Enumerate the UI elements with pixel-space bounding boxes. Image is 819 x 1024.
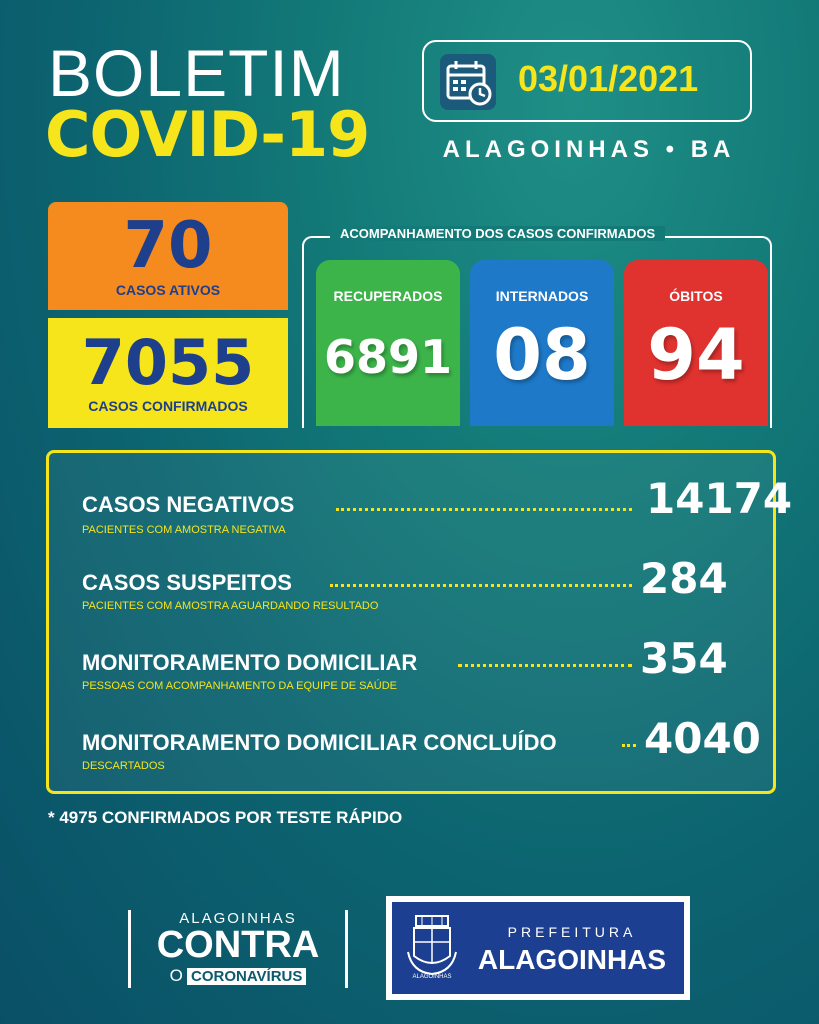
- deaths-card: [624, 260, 768, 426]
- active-cases-value: 70: [123, 209, 213, 283]
- campaign-main-text: CONTRA: [156, 924, 320, 966]
- suspect-cases-value: 284: [640, 554, 728, 603]
- campaign-logo: [128, 910, 348, 988]
- tracking-title: ACOMPANHAMENTO DOS CASOS CONFIRMADOS: [330, 226, 665, 241]
- hospitalized-card: [470, 260, 614, 426]
- dotted-leader: [336, 508, 632, 511]
- home-monitoring-done-title: MONITORAMENTO DOMICILIAR CONCLUÍDO: [82, 730, 557, 755]
- calendar-clock-icon: [440, 54, 496, 110]
- dotted-leader: [458, 664, 632, 667]
- hospitalized-value: 08: [493, 314, 591, 396]
- recovered-value: 6891: [323, 330, 453, 384]
- home-monitoring-subtitle: PESSOAS COM ACOMPANHAMENTO DA EQUIPE DE SAÚDE: [82, 680, 397, 692]
- deaths-label: ÓBITOS: [669, 288, 723, 304]
- negative-cases-title: CASOS NEGATIVOS: [82, 492, 295, 517]
- city-hall-logo: [386, 896, 690, 1000]
- home-monitoring-title: MONITORAMENTO DOMICILIAR: [82, 650, 418, 675]
- deaths-value: 94: [647, 314, 745, 396]
- title-boletim: BOLETIM: [48, 36, 345, 110]
- recovered-label: RECUPERADOS: [333, 288, 443, 304]
- confirmed-cases-label: CASOS CONFIRMADOS: [88, 398, 248, 414]
- suspect-cases-title: CASOS SUSPEITOS: [82, 570, 292, 595]
- confirmed-cases-value: 7055: [81, 326, 255, 399]
- title-covid: COVID-19: [45, 98, 370, 171]
- dotted-leader: [622, 744, 636, 747]
- home-monitoring-done-subtitle: DESCARTADOS: [82, 760, 165, 772]
- campaign-prefix-text: O: [169, 966, 183, 985]
- city-hall-main-text: ALAGOINHAS: [477, 944, 667, 975]
- suspect-cases-subtitle: PACIENTES COM AMOSTRA AGUARDANDO RESULTADO: [82, 600, 379, 612]
- city-hall-top-text: PREFEITURA: [507, 924, 637, 940]
- footnote: * 4975 CONFIRMADOS POR TESTE RÁPIDO: [48, 808, 403, 827]
- negative-cases-subtitle: PACIENTES COM AMOSTRA NEGATIVA: [82, 524, 286, 536]
- confirmed-cases-box: [48, 318, 288, 428]
- negative-cases-value: 14174: [646, 474, 793, 523]
- active-cases-label: CASOS ATIVOS: [115, 282, 221, 298]
- home-monitoring-done-value: 4040: [644, 714, 761, 763]
- home-monitoring-value: 354: [640, 634, 728, 683]
- location: ALAGOINHAS • BA: [442, 136, 736, 163]
- city-seal-icon: [406, 912, 458, 984]
- dotted-leader: [330, 584, 632, 587]
- active-cases-box: [48, 202, 288, 310]
- campaign-top-text: ALAGOINHAS: [179, 910, 297, 927]
- recovered-card: [316, 260, 460, 426]
- hospitalized-label: INTERNADOS: [495, 288, 589, 304]
- city-seal-text: ALAGOINHAS: [412, 974, 452, 980]
- campaign-bottom-text: CORONAVÍRUS: [187, 968, 306, 985]
- bulletin-date: 03/01/2021: [518, 58, 699, 99]
